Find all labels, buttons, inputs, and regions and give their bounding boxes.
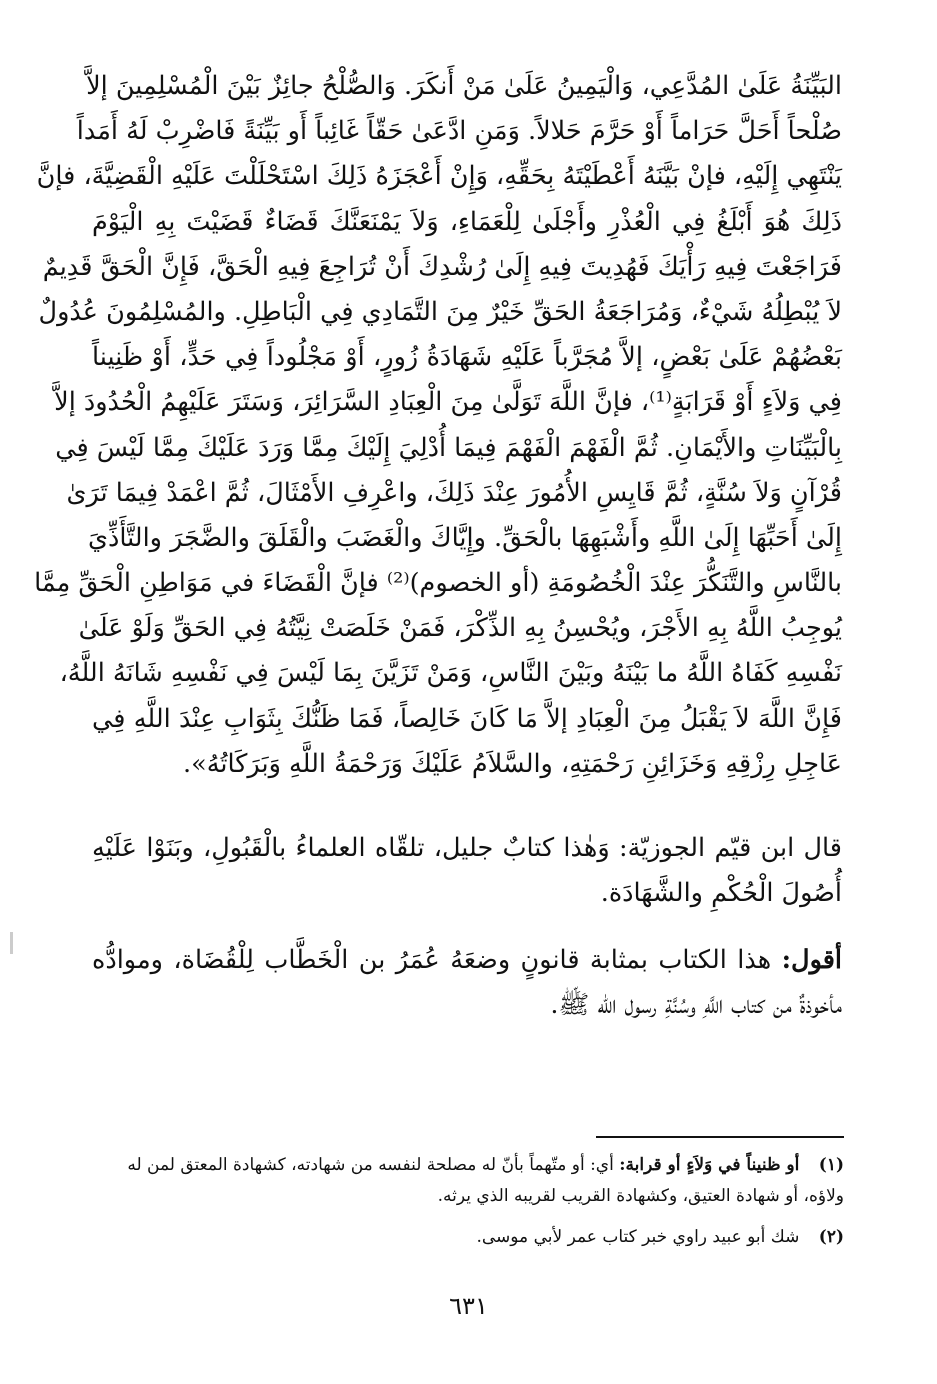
text-line: يُوجِبُ اللَّهُ بِهِ الأَجْرَ، ويُحْسِنُ بِهِ الذِّكْرَ، فَمَنْ خَلَصَتْ نِيَّتُهُ فِي الحَقِّ وَلَوْ عَلَىٰ	[78, 613, 842, 644]
text-line: بالنَّاسِ والتَّنَكُّرَ عِنْدَ الْخُصُومَةِ (أو الخصوم)⁽²⁾ فإنَّ الْقَضَاءَ في مَوَاطِنِ الْحَقِّ مِمَّا	[34, 568, 842, 599]
footnote-number: (٢)	[818, 1227, 844, 1247]
text-line: فِي وَلاَءٍ أَوْ قَرَابَةٍ⁽¹⁾، فإنَّ اللَّهَ تَوَلَّىٰ مِنَ الْعِبَادِ السَّرَائِرَ، وَسَتَرَ عَلَيْهِمُ الْحُدُودَ إلاَّ	[54, 387, 842, 418]
text-line: فَرَاجَعْتَ فِيهِ رَأْيَكَ فَهُدِيتَ فِيهِ إِلَىٰ رُشْدِكَ أَنْ تُرَاجِعَ فِيهِ الْحَقَّ، فَإِنَّ الْحَقَّ قَدِيمٌ	[42, 251, 842, 282]
footnotes-block	[92, 1150, 844, 1253]
text-line: يَنْتَهِي إِلَيْهِ، فإنْ بَيَّنَهُ أَعْطَيْتَهُ بِحَقِّهِ، وَإِنْ أَعْجَزَهُ ذَلِكَ اسْتَحْلَلْتَ عَلَيْهِ الْقَضِيَّةَ، فإنَّ	[36, 161, 842, 192]
footnote-text: شك أبو عبيد راوي خبر كتاب عمر لأبي موسى.	[476, 1227, 800, 1247]
text-line: مأخوذةٌ من كتاب اللَّهِ وسُنَّةِ رسول الله ﷺ.	[550, 990, 842, 1021]
text-line: فَإِنَّ اللَّهَ لاَ يَقْبَلُ مِنَ الْعِبَادِ إلاَّ مَا كَانَ خَالِصاً، فَمَا ظَنُّكَ بِثَوَابِ عِنْدَ اللَّهِ فِي	[92, 703, 842, 734]
page-number: ٦٣١	[449, 1292, 488, 1320]
footnote-divider	[596, 1136, 844, 1138]
footnote-1	[92, 1150, 844, 1212]
text-line: قال ابن قيّم الجوزيّة: وَهٰذا كتابٌ جليل، تلقّاه العلماءُ بالْقَبُولِ، وبَنَوْا عَلَيْهِ	[92, 833, 842, 863]
text-line: عَاجِلِ رِزْقِهِ وَخَزَائِنِ رَحْمَتِهِ، والسَّلاَمُ عَلَيْكَ وَرَحْمَةُ اللَّهِ وَبَرَكَاتُهُ».	[183, 748, 842, 779]
text-line: لاَ يُبْطِلُهُ شَيْءٌ، وَمُرَاجَعَةُ الحَقِّ خَيْرٌ مِنَ التَّمَادِي فِي الْبَاطِلِ. والمُسْلِمُونَ عُدُولٌ	[38, 296, 842, 327]
text-line: أُصُولَ الْحُكْمِ والشَّهَادَة.	[600, 878, 842, 909]
text-line	[92, 938, 842, 983]
text-line: نَفْسِهِ كَفَاهُ اللَّهُ ما بَيْنَهُ وبَيْنَ النَّاسِ، وَمَنْ تَزَيَّنَ بِمَا لَيْسَ فِي نَفْسِهِ شَانَهُ اللَّهُ،	[59, 658, 842, 689]
comment-lead: أقول:	[781, 945, 843, 975]
author-comment-paragraph	[92, 938, 842, 1028]
text-line: إِلَىٰ أَحَبِّهَا إِلَىٰ اللَّهِ وأَشْبَهِهَا بالْحَقِّ. وإِيَّاكَ والْغَضَبَ والْقَلَقَ والضَّجَرَ والتَّأَذِّيَ	[88, 522, 842, 553]
text-line: بَعْضُهُمْ عَلَىٰ بَعْضٍ، إلاَّ مُجَرَّباً عَلَيْهِ شَهَادَةُ زُورٍ، أَوْ مَجْلُوداً فِي حَدٍّ، أَوْ ظَنِيناً	[92, 342, 842, 373]
footnote-number: (١)	[818, 1155, 844, 1175]
ibn-qayyim-paragraph	[92, 826, 842, 916]
comment-text: هذا الكتاب بمثابة قانونٍ وضعَهُ عُمَرُ بن الْخَطَّاب لِلْقُضَاة، وموادُّه	[92, 945, 772, 975]
text-line: بِالْبَيِّنَاتِ والأَيْمَانِ. ثُمَّ الْفَهْمَ الْفَهْمَ فِيمَا أُدْلِيَ إِلَيْكَ مِمَّا وَرَدَ عَلَيْكَ مِمَّا لَيْسَ فِي	[55, 432, 842, 463]
footnote-term: أو ظنيناً في وَلاَءٍ أو قرابة:	[619, 1155, 800, 1175]
text-line: قُرْآنٍ وَلاَ سُنَّةٍ، ثُمَّ قَايِسِ الأُمُورَ عِنْدَ ذَلِكَ، واعْرِفِ الأَمْثَالَ، ثُمَّ اعْمَدْ فِيمَا تَرَىٰ	[66, 477, 842, 508]
main-text-block	[34, 64, 842, 787]
text-line: البَيِّنَةُ عَلَىٰ المُدَّعِي، وَالْيَمِينُ عَلَىٰ مَنْ أَنكَرَ. وَالصُّلْحُ جائِزٌ بَيْنَ الْمُسْلِمِينَ إلاَّ	[86, 71, 842, 101]
text-line: ذَلِكَ هُوَ أَبْلَغُ فِي الْعُذْرِ وأَجْلَىٰ لِلْعَمَاءِ، وَلاَ يَمْنَعَنَّكَ قَضَاءٌ قَضَيْتَ بِهِ الْيَوْمَ	[92, 206, 842, 237]
margin-scan-mark	[10, 932, 13, 954]
text-line: صُلْحاً أَحَلَّ حَرَاماً أَوْ حَرَّمَ حَلالاً. وَمَنِ ادَّعَىٰ حَقّاً غَائِباً أَو بَيِّنَةً فَاضْرِبْ لَهُ أَمَداً	[76, 116, 842, 147]
footnote-2	[92, 1222, 844, 1253]
footnote-text: أي: أو متّهماً بأنّ له مصلحة لنفسه من شهادته، كشهادة المعتق لمن له ولاؤه، أو شهادة العتيق، وكشهادة القريب لقريبه الذي يرثه.	[127, 1155, 844, 1206]
